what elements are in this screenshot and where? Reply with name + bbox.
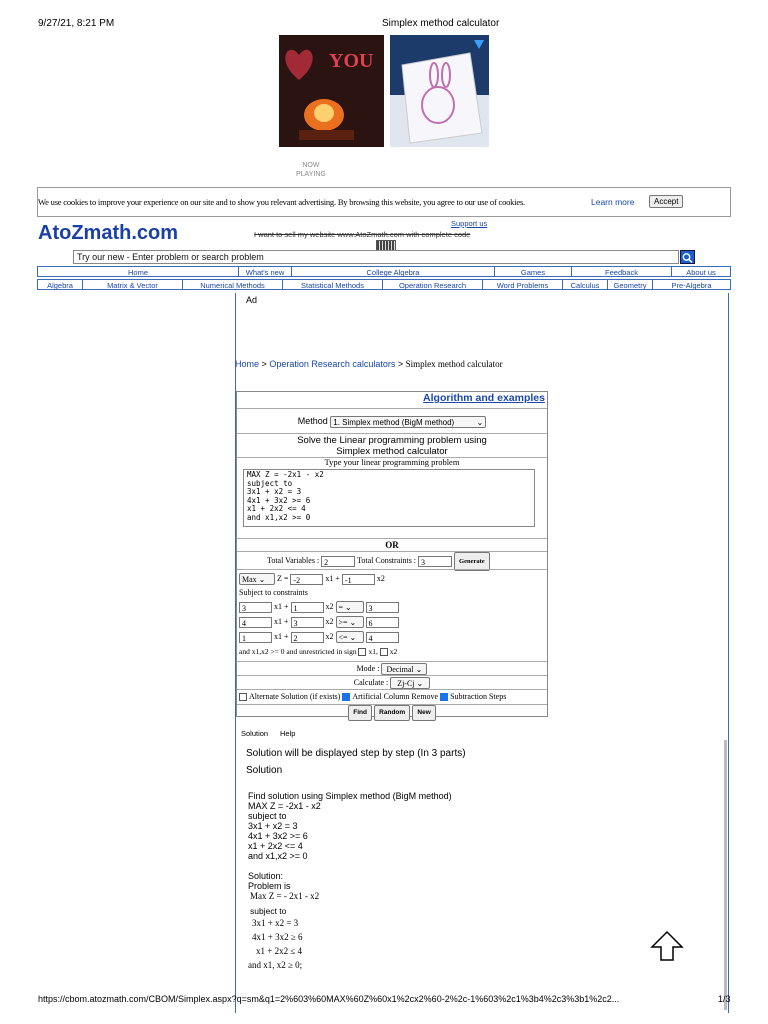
math-nonneg: and x1, x2 ≥ 0;	[248, 960, 303, 970]
unrestricted-x1-label: x1,	[368, 647, 378, 656]
find-line: Find solution using Simplex method (BigM method)	[248, 791, 452, 801]
site-logo[interactable]: AtoZmath.com	[38, 222, 178, 244]
artificial-column-checkbox[interactable]	[342, 693, 350, 701]
method-select[interactable]	[330, 416, 486, 428]
content-right-border	[728, 293, 729, 1013]
total-variables-input[interactable]: 2	[321, 556, 355, 567]
alternate-solution-label: Alternate Solution (if exists)	[249, 692, 341, 701]
unrestricted-x2-label: x2	[389, 647, 398, 656]
secondary-nav	[37, 279, 731, 290]
constraint-a-input[interactable]: 1	[239, 632, 272, 643]
solution-line: and x1,x2 >= 0	[248, 851, 308, 861]
solution-intro: Solution will be displayed step by step (In 3 parts)	[246, 748, 466, 759]
problem-line: x1 + 2x2 <= 4	[247, 504, 306, 513]
calculate-select[interactable]: Zj-Cj ⌄	[390, 677, 430, 689]
solution-line: 4x1 + 3x2 >= 6	[248, 831, 308, 841]
problem-line: and x1,x2 >= 0	[247, 512, 311, 522]
accept-cookies-button[interactable]: Accept	[649, 195, 683, 208]
constraint-b-input[interactable]: 2	[291, 632, 324, 643]
nav-about-us[interactable]: About us	[672, 266, 731, 277]
op-value: <=	[338, 633, 348, 642]
method-label: Method	[297, 416, 328, 426]
op-value: >=	[338, 618, 348, 627]
nav-college-algebra[interactable]: College Algebra	[292, 266, 495, 277]
search-input[interactable]: Try our new - Enter problem or search problem	[73, 250, 679, 264]
nav-calculus[interactable]: Calculus	[563, 279, 608, 290]
nav-statistical-methods[interactable]: Statistical Methods	[283, 279, 383, 290]
chevron-down-icon: ⌄	[476, 417, 484, 427]
subject-to-label: Subject to constraints	[239, 588, 308, 597]
scrollbar[interactable]	[724, 740, 727, 1010]
constraint-a-input[interactable]: 4	[239, 617, 272, 628]
algorithm-link[interactable]: Algorithm and examples	[423, 392, 545, 404]
breadcrumb-section[interactable]: Operation Research calculators	[269, 359, 396, 369]
objective-type-select[interactable]: Max ⌄	[239, 573, 275, 585]
math-max-line: Max Z = - 2x1 - x2	[250, 891, 320, 901]
svg-text:YOU: YOU	[329, 50, 374, 72]
nonneg-text: and x1,x2 >= 0 and unrestricted in sign	[239, 647, 357, 656]
problem-is-label: Problem is	[248, 881, 291, 891]
op-value: =	[338, 603, 344, 612]
scroll-up-arrow-icon[interactable]	[650, 930, 684, 962]
tab-help[interactable]: Help	[280, 729, 296, 738]
nav-feedback[interactable]: Feedback	[572, 266, 672, 277]
print-datetime: 9/27/21, 8:21 PM	[38, 18, 115, 29]
constraint-row	[239, 601, 547, 613]
constraint-a-input[interactable]: 3	[239, 602, 272, 613]
x1-label: x1 +	[325, 573, 340, 583]
video-thumbnail-bunny[interactable]	[390, 35, 489, 147]
print-page-number: 1/3	[718, 994, 731, 1004]
problem-line: 4x1 + 3x2 >= 6	[247, 495, 311, 505]
solution-problem	[248, 791, 452, 891]
heading-line2: Simplex method calculator	[336, 446, 448, 457]
math-subject-to: subject to	[250, 906, 287, 916]
nav-home[interactable]: Home	[37, 266, 239, 277]
constraint-op-select[interactable]: <= ⌄	[336, 631, 364, 643]
learn-more-link[interactable]: Learn more	[591, 197, 635, 207]
x2-label: x2	[325, 631, 334, 641]
constraint-rhs-input[interactable]: 6	[366, 617, 399, 628]
mode-value: Decimal	[386, 665, 414, 675]
constraint-row	[239, 616, 547, 628]
problem-line: 3x1 + x2 = 3	[247, 487, 302, 496]
breadcrumb-home[interactable]: Home	[235, 359, 260, 369]
ad-label: Ad	[246, 295, 258, 305]
objective-type-value: Max	[242, 575, 257, 584]
total-variables-label: Total Variables :	[267, 556, 320, 565]
print-url: https://cbom.atozmath.com/CBOM/Simplex.aspx?q=sm&q1=2%603%60MAX%60Z%60x1%2cx2%60-2%2c-1%603%2c1%3b4%2c3%3b1%2c2...	[38, 994, 620, 1004]
calculator-panel	[236, 391, 548, 717]
find-button[interactable]: Find	[348, 705, 372, 721]
primary-nav	[37, 266, 731, 277]
subtraction-steps-label: Subtraction Steps	[450, 692, 507, 701]
solution-line: x1 + 2x2 <= 4	[248, 841, 303, 851]
z-label: Z =	[277, 573, 289, 583]
alternate-solution-checkbox[interactable]	[239, 693, 247, 701]
solution-line: MAX Z = -2x1 - x2	[248, 801, 321, 811]
heading-line1: Solve the Linear programming problem using	[297, 435, 487, 446]
constraint-b-input[interactable]: 3	[291, 617, 324, 628]
mode-select[interactable]: Decimal ⌄	[381, 663, 427, 675]
x1-label: x1 +	[274, 616, 289, 626]
x2-label: x2	[325, 601, 334, 611]
generate-button[interactable]: Generate	[454, 552, 490, 571]
breadcrumb	[235, 359, 503, 369]
candle-image	[279, 35, 384, 147]
sell-notice: I want to sell my website www.AtoZmath.com with complete code	[254, 230, 471, 239]
video-thumbnail-candle[interactable]	[279, 35, 384, 147]
bunny-card-image	[390, 35, 489, 147]
solution-line: 3x1 + x2 = 3	[248, 821, 298, 831]
x2-label: x2	[325, 616, 334, 626]
nav-word-problems[interactable]: Word Problems	[483, 279, 563, 290]
nav-whats-new[interactable]: What's new	[239, 266, 292, 277]
or-label: OR	[237, 538, 547, 550]
problem-textarea[interactable]	[243, 469, 535, 527]
random-button[interactable]: Random	[374, 705, 410, 721]
nav-numerical-methods[interactable]: Numerical Methods	[183, 279, 283, 290]
nav-matrix-vector[interactable]: Matrix & Vector	[83, 279, 183, 290]
x1-label: x1 +	[274, 601, 289, 611]
now-playing-label: NOW PLAYING	[296, 162, 326, 178]
support-us-link[interactable]: Support us	[451, 219, 488, 228]
breadcrumb-sep: >	[397, 359, 404, 369]
solution-label: Solution:	[248, 871, 284, 881]
constraint-b-input[interactable]: 1	[291, 602, 324, 613]
objective-c2-input[interactable]: -1	[342, 574, 375, 585]
mode-label: Mode :	[356, 664, 380, 673]
nav-games[interactable]: Games	[495, 266, 572, 277]
constraint-op-select[interactable]: >= ⌄	[336, 616, 364, 628]
calculate-value: Zj-Cj	[397, 679, 415, 689]
problem-line: subject to	[247, 478, 293, 488]
print-page-title: Simplex method calculator	[382, 18, 500, 29]
cookie-text: We use cookies to improve your experience on our site and to show you relevant advertising. By browsing this website, you agree to our use of cookies.	[38, 197, 525, 207]
tab-solution[interactable]: Solution	[241, 729, 269, 738]
x2-label: x2	[376, 573, 385, 583]
nav-pre-algebra[interactable]: Pre-Algebra	[653, 279, 731, 290]
constraint-rhs-input[interactable]: 4	[366, 632, 399, 643]
nav-operation-research[interactable]: Operation Research	[383, 279, 483, 290]
nav-geometry[interactable]: Geometry	[608, 279, 653, 290]
math-constraint: 3x1 + x2 = 3	[252, 918, 299, 928]
method-value: 1. Simplex method (BigM method)	[333, 417, 455, 427]
solution-title: Solution	[246, 765, 283, 776]
type-problem-label: Type your linear programming problem	[237, 457, 547, 467]
calculate-label: Calculate :	[353, 678, 389, 687]
artificial-column-label: Artificial Column Remove	[352, 692, 439, 701]
solution-line: subject to	[248, 811, 287, 821]
search-button[interactable]	[680, 250, 695, 264]
cookie-bar	[37, 187, 731, 217]
subtraction-steps-checkbox[interactable]	[440, 693, 448, 701]
constraint-row	[239, 631, 547, 643]
breadcrumb-current: Simplex method calculator	[405, 359, 503, 369]
math-constraint: 4x1 + 3x2 ≥ 6	[252, 932, 303, 942]
objective-c1-input[interactable]: -2	[290, 574, 323, 585]
problem-line: MAX Z = -2x1 - x2	[247, 470, 324, 479]
constraint-rhs-input[interactable]: 3	[366, 602, 399, 613]
nav-algebra[interactable]: Algebra	[37, 279, 83, 290]
new-button[interactable]: New	[412, 705, 435, 721]
total-constraints-label: Total Constraints :	[357, 556, 417, 565]
math-constraint: x1 + 2x2 ≤ 4	[256, 946, 303, 956]
search-icon	[681, 252, 694, 264]
breadcrumb-sep: >	[261, 359, 267, 369]
x1-label: x1 +	[274, 631, 289, 641]
constraint-op-select[interactable]: = ⌄	[336, 601, 364, 613]
unrestricted-x2-checkbox[interactable]	[380, 648, 388, 656]
total-constraints-input[interactable]: 3	[418, 556, 452, 567]
unrestricted-x1-checkbox[interactable]	[358, 648, 366, 656]
